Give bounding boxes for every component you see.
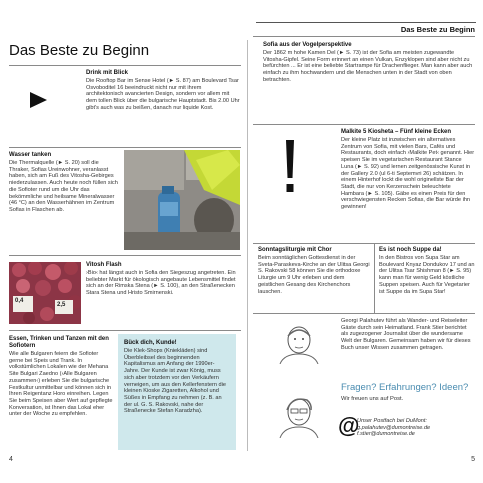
article-vitosh <box>86 262 240 297</box>
rule-3 <box>9 255 241 256</box>
article-wasser <box>9 152 119 214</box>
article-text: Die Rooftop Bar im Sense Hotel (► S. 87) am Boulevard Tsar Osvoboditel 16 beeindruckt nicht nur mit ihrem architektonisch avancierten Design, sondern vor allem mit dem tollen Blick über die bulgarische Hauptstadt. Bis 2.00 Uhr gibt's auch was zu beißen, danach nur liquide Kost. <box>86 78 240 111</box>
page-number-left: 4 <box>9 456 13 463</box>
article-title: Drink mit Blick <box>86 70 129 76</box>
article-suppe <box>379 247 475 295</box>
article-sofia <box>263 42 473 84</box>
sidebar-text: Die Klek-Shops (Kniekläden) sind Überbleibsel des beginnenden Kapitalismus am Anfang der 1990er-Jahre. Der Kunde ist zwar König, muss sich aber trotzdem vor den Verkäufern verneigen, um aus den Kellerfenstern die kleinen Kioske Zigaretten, Alkohol und Süßes in Empfang zu nehmen (z. B. an der ul. G. S. Rakovski, nahe der Straßenecke Stefan Karadzha). <box>124 348 226 415</box>
exclamation-icon <box>282 140 298 196</box>
rule-4 <box>9 330 241 331</box>
rule-r2 <box>253 124 475 125</box>
article-text: Die Thermalquelle (► S. 20) soll die Thraker, Sofias Ureinwohner, veranlasst haben, sich am Fuß des Vitosha-Gebirges niederzulassen. Auch heute noch füllen sich die Sofioter rund um die Uhr das bekömmliche und heilsame Mineralwasser (46 °C) an den Wasserhähnen im Zentrum Sofias in Flaschen ab. <box>9 160 118 213</box>
price-tag-label: 0,4 <box>15 298 24 304</box>
rule-2 <box>9 147 241 148</box>
article-title: Malkite 5 Kiosheta – Fünf kleine Ecken <box>341 129 452 135</box>
article-text: Der 1862 m hohe Kamen Del (► S. 73) ist der Sofia am meisten zugewandte Vitosha-Gipfel. Seine Form erinnert an einen Vulkan, Enzyklopen sind aber nicht zu befürchten ... Er ist eine beliebte Startrampe für Drachenflieger. Man kann aber auch einfach zu ihm hochwandern und die Menschen unten in der Stadt von oben betrachten. <box>263 50 473 83</box>
rule-r1 <box>253 36 475 37</box>
article-title: Essen, Trinken und Tanzen mit den Sofiotern <box>9 336 109 349</box>
arrow-icon <box>28 90 48 110</box>
author-portrait-palahutev <box>274 320 324 364</box>
feedback-question: Fragen? Erfahrungen? Ideen? <box>341 382 469 393</box>
article-text: ›Bio‹ hat längst auch in Sofia den Siegeszug angetreten. Ein beliebter Markt für ökologisch angebaute Lebensmittel findet sich an der Rimska Stena (► S. 100), an den Straßenecken Stara Stena und Hristo Smirnenski. <box>86 270 236 297</box>
author-portrait-stier <box>274 392 324 438</box>
article-sonntag <box>258 247 370 295</box>
article-title: Vitosh Flash <box>86 262 122 268</box>
article-malkite <box>341 129 475 211</box>
sidebar-title: Bück dich, Kunde! <box>124 340 177 346</box>
article-text: In den Bistros von Supa Star am Boulevard Knyaz Dondukov 17 und an der Ulitsa Tsar Shishman 8 (► S. 95) kann man für wenig Geld köstliche Suppen speisen. Auch für Vegetarier ist Suppe da im Supa Star! <box>379 255 475 295</box>
article-title: Sofia aus der Vogelperspektive <box>263 42 352 48</box>
article-title: Wasser tanken <box>9 152 52 158</box>
spread-divider <box>247 40 248 451</box>
page-title: Das Beste zu Beginn <box>9 42 150 59</box>
price-tag-label: 2,5 <box>57 302 66 308</box>
article-text: Der kleine Platz ist inzwischen ein alternatives Zentrum von Sofia, mit vielen Bars, Cafés und Restaurants, doch einfach ›Malkite Pet‹ genannt. Hier speisen Sie im vegetarischen Restaurant Stance Luna (► S. 92) und lernen zeitgenössische Kunst in der Gallery 2.0 (ul 6-ti Septemvri 26) schätzen. In einem Hinterhof lockt die wohl originellste Bar der Stadt, die nur von Kerzenschein beleuchtete Hambara (► S. 105). Gäbe es einen Preis für den verschwiegensten Recken Sofias, die Bar würde ihn gewinnen! <box>341 137 475 211</box>
article-essen <box>9 336 113 418</box>
article-title: Sonntagsliturgie mit Chor <box>258 247 332 253</box>
feedback-invite: Wir freuen uns auf Post. <box>341 396 404 402</box>
photo-market <box>9 262 81 324</box>
photo-water-fountain <box>124 150 240 250</box>
page-number-right: 5 <box>471 456 475 463</box>
email-stier[interactable]: f.stier@dumontreise.de <box>357 431 415 438</box>
sidebar-kunde <box>118 334 236 450</box>
rule-r-mid <box>374 244 375 313</box>
article-text: Wie alle Bulgaren feiern die Sofioter gerne bei Speis und Trank. In volkstümlichen Lokalen wie der Mehana Site Bulgari Zaedno (›Alle Bulgaren zusammen‹) erleben Sie die bulgarische Festkultur unmittelbar und können sich in Ihren Reigentanz Horo einreihen. Legen Sie beim Speisen aber Wert auf gepflegte Konversation, ist Ihnen das Lokal eher unter der Woche zu empfehlen. <box>9 351 113 418</box>
article-text: Beim sonntäglichen Gottesdienst in der Sveta-Paraskeva-Kirche an der Ulitsa Georgi S. Rakovski 58 können Sie die orthodoxe Liturgie um 9 Uhr erleben und dem geistlichen Gesang des Kirchenchors lauschen. <box>258 255 370 295</box>
header-rule <box>256 22 476 23</box>
authors-bio <box>341 318 475 352</box>
rule-r4 <box>253 313 475 314</box>
contact-block <box>357 418 477 438</box>
running-title: Das Beste zu Beginn <box>400 25 475 34</box>
email-palahutev[interactable]: g.palahutev@dumontreise.de <box>357 424 431 431</box>
authors-text: Georgi Palahutev führt als Wander- und Reiseleiter Gäste durch sein Heimatland. Frank Stier berichtet als zugezogener Journalist über die wundersame Welt der Bulgaren. Gemeinsam haben wir für dieses Buch unser Wissen zusammen getragen. <box>341 318 471 351</box>
rule-1 <box>9 65 241 66</box>
postfach-label: Unser Postfach bei DuMont: <box>357 418 427 424</box>
article-drink <box>86 70 240 112</box>
rule-r3 <box>253 243 475 244</box>
article-title: Es ist noch Suppe da! <box>379 247 442 253</box>
at-icon: @ <box>338 413 360 438</box>
